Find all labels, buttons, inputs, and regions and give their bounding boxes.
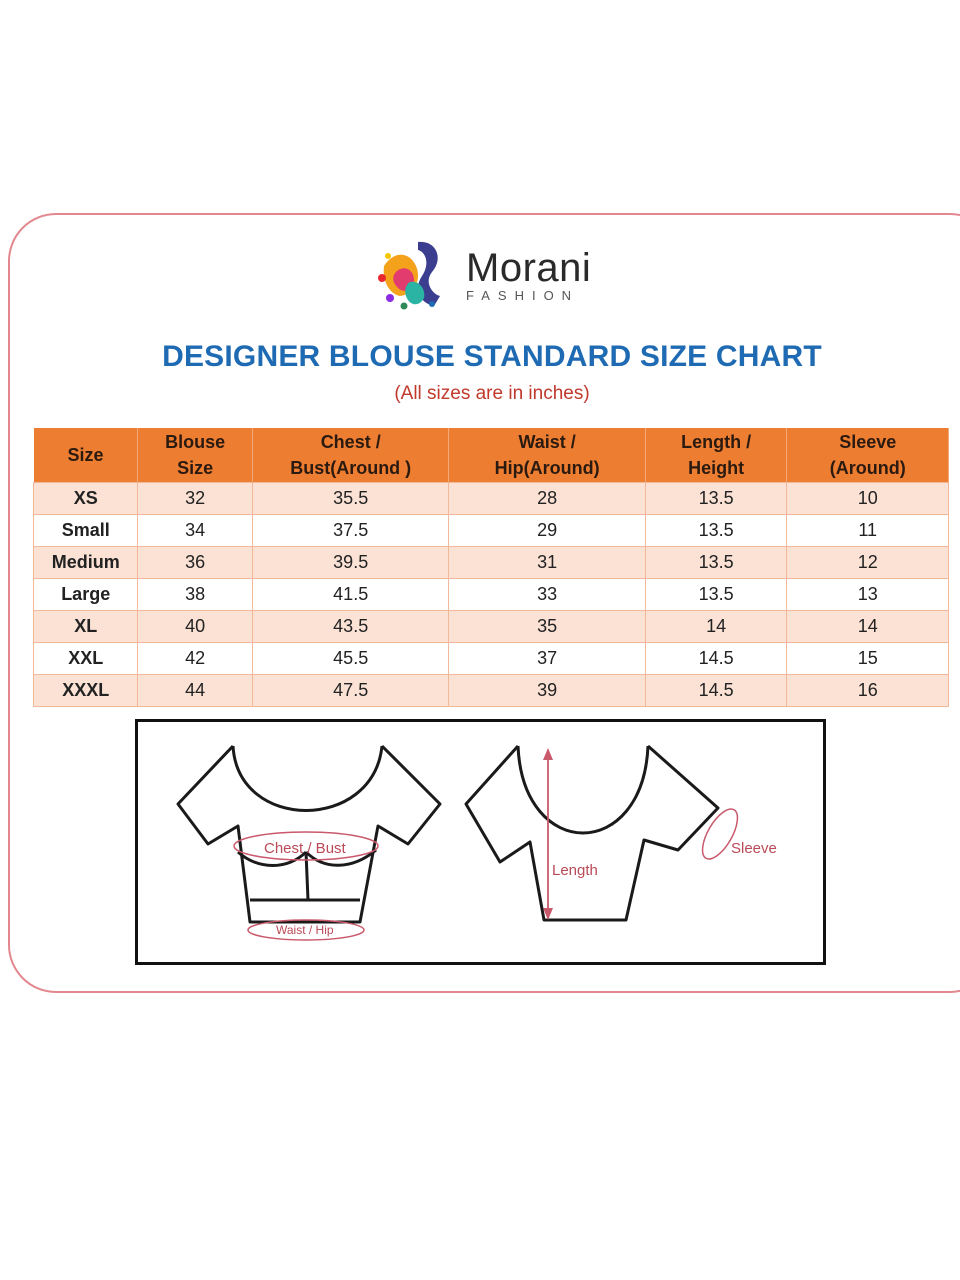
cell-size: XL bbox=[34, 611, 138, 643]
cell-blouse: 36 bbox=[138, 547, 253, 579]
cell-chest: 35.5 bbox=[252, 483, 449, 515]
chest-bust-label: Chest / Bust bbox=[264, 840, 346, 857]
cell-length: 13.5 bbox=[645, 547, 787, 579]
cell-waist: 39 bbox=[449, 675, 645, 707]
cell-blouse: 34 bbox=[138, 515, 253, 547]
cell-size: XXXL bbox=[34, 675, 138, 707]
table-row bbox=[34, 483, 949, 515]
cell-size: Small bbox=[34, 515, 138, 547]
cell-sleeve: 13 bbox=[787, 579, 949, 611]
blouse-diagram-illustration bbox=[138, 722, 823, 962]
cell-blouse: 44 bbox=[138, 675, 253, 707]
cell-chest: 39.5 bbox=[252, 547, 449, 579]
cell-size: XXL bbox=[34, 643, 138, 675]
cell-size: XS bbox=[34, 483, 138, 515]
cell-waist: 29 bbox=[449, 515, 645, 547]
cell-blouse: 38 bbox=[138, 579, 253, 611]
peacock-logo-icon bbox=[374, 236, 454, 312]
size-table bbox=[33, 428, 949, 707]
cell-length: 13.5 bbox=[645, 483, 787, 515]
header-sleeve: Sleeve (Around) bbox=[787, 428, 949, 483]
cell-waist: 37 bbox=[449, 643, 645, 675]
cell-waist: 28 bbox=[449, 483, 645, 515]
cell-waist: 31 bbox=[449, 547, 645, 579]
measurement-diagram bbox=[135, 719, 826, 965]
header-blouse-size: Blouse Size bbox=[138, 428, 253, 483]
brand-logo bbox=[374, 236, 614, 312]
front-blouse-icon bbox=[178, 746, 440, 922]
page-title: DESIGNER BLOUSE STANDARD SIZE CHART bbox=[162, 340, 822, 373]
table-row bbox=[34, 611, 949, 643]
brand-name: Morani bbox=[466, 246, 592, 290]
cell-sleeve: 11 bbox=[787, 515, 949, 547]
header-chest: Chest / Bust(Around ) bbox=[252, 428, 449, 483]
header-length: Length / Height bbox=[645, 428, 787, 483]
cell-sleeve: 15 bbox=[787, 643, 949, 675]
cell-sleeve: 12 bbox=[787, 547, 949, 579]
cell-length: 14.5 bbox=[645, 675, 787, 707]
cell-blouse: 40 bbox=[138, 611, 253, 643]
cell-chest: 45.5 bbox=[252, 643, 449, 675]
units-note: (All sizes are in inches) bbox=[394, 383, 590, 404]
cell-chest: 43.5 bbox=[252, 611, 449, 643]
sleeve-label: Sleeve bbox=[731, 840, 777, 857]
brand-subtitle: FASHION bbox=[466, 288, 580, 303]
cell-sleeve: 16 bbox=[787, 675, 949, 707]
table-row bbox=[34, 547, 949, 579]
cell-blouse: 32 bbox=[138, 483, 253, 515]
cell-length: 13.5 bbox=[645, 515, 787, 547]
cell-waist: 33 bbox=[449, 579, 645, 611]
header-size: Size bbox=[34, 428, 138, 483]
cell-sleeve: 14 bbox=[787, 611, 949, 643]
cell-waist: 35 bbox=[449, 611, 645, 643]
cell-length: 14 bbox=[645, 611, 787, 643]
cell-chest: 47.5 bbox=[252, 675, 449, 707]
cell-sleeve: 10 bbox=[787, 483, 949, 515]
header-waist: Waist / Hip(Around) bbox=[449, 428, 645, 483]
cell-chest: 41.5 bbox=[252, 579, 449, 611]
table-row bbox=[34, 643, 949, 675]
table-row bbox=[34, 515, 949, 547]
table-row bbox=[34, 675, 949, 707]
cell-size: Medium bbox=[34, 547, 138, 579]
cell-chest: 37.5 bbox=[252, 515, 449, 547]
cell-length: 13.5 bbox=[645, 579, 787, 611]
waist-hip-label: Waist / Hip bbox=[276, 923, 334, 937]
back-blouse-icon bbox=[466, 746, 718, 920]
length-label: Length bbox=[552, 862, 598, 879]
cell-size: Large bbox=[34, 579, 138, 611]
cell-blouse: 42 bbox=[138, 643, 253, 675]
cell-length: 14.5 bbox=[645, 643, 787, 675]
table-header-row bbox=[34, 428, 949, 483]
table-row bbox=[34, 579, 949, 611]
